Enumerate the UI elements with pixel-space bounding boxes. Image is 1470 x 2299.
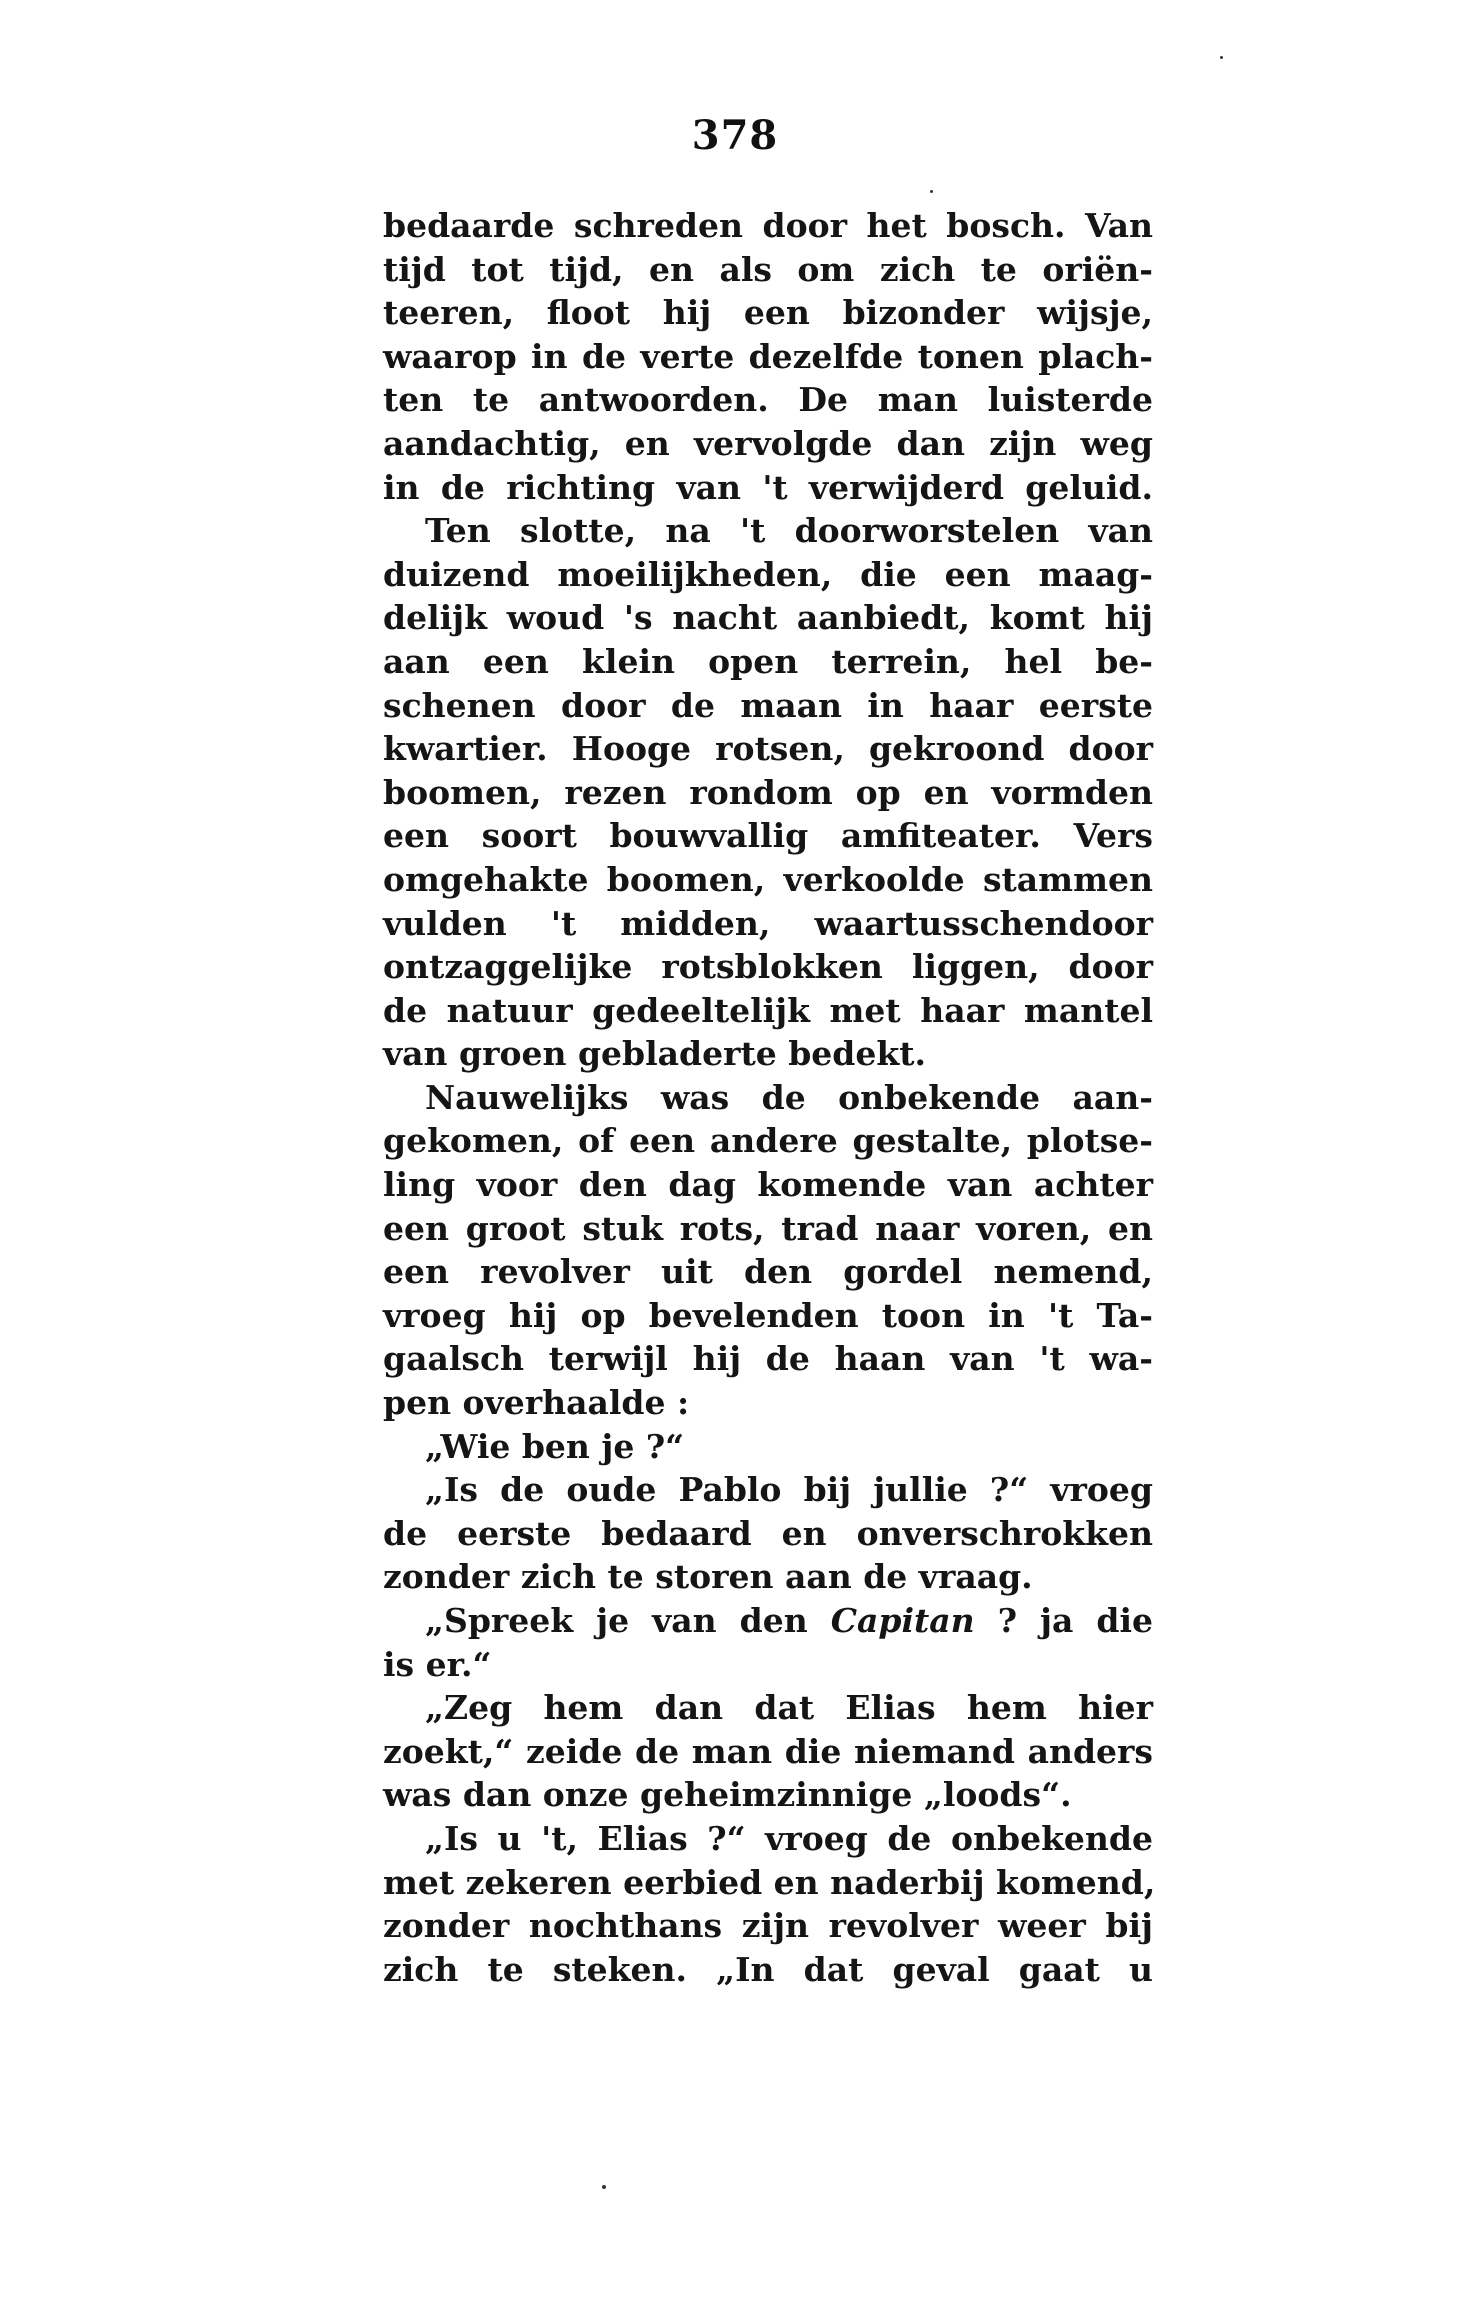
text-line: pen overhaalde : <box>383 1383 690 1423</box>
text-line: duizend moeilijkheden, die een maag- <box>383 554 1153 594</box>
text-line: zonder nochthans zijn revolver weer bij <box>383 1906 1153 1946</box>
text-line: Ten slotte, na 't doorworstelen van <box>425 511 1153 551</box>
text-line: omgehakte boomen, verkoolde stammen <box>383 859 1153 899</box>
text-line: ontzaggelijke rotsblokken liggen, door <box>383 947 1153 987</box>
page-number: 378 <box>691 112 779 159</box>
text-line: de natuur gedeeltelijk met haar mantel <box>383 990 1153 1030</box>
text-line: zonder zich te storen aan de vraag. <box>383 1557 1033 1597</box>
print-speck <box>930 190 933 193</box>
text-line <box>383 1599 1153 1643</box>
print-speck <box>602 2185 606 2189</box>
text-line: „Zeg hem dan dat Elias hem hier <box>425 1688 1153 1728</box>
text-line: Nauwelijks was de onbekende aan- <box>425 1077 1153 1117</box>
text-line: delijk woud 's nacht aanbiedt, komt hij <box>383 598 1153 638</box>
text-line: boomen, rezen rondom op en vormden <box>383 772 1153 812</box>
text-line: vroeg hij op bevelenden toon in 't Ta- <box>383 1295 1153 1335</box>
text-line: was dan onze geheimzinnige „loods“. <box>383 1775 1072 1815</box>
text-line: schenen door de maan in haar eerste <box>383 685 1153 725</box>
print-speck <box>1220 56 1223 59</box>
text-line: een revolver uit den gordel nemend, <box>383 1252 1153 1292</box>
text-line: „Wie ben je ?“ <box>425 1426 685 1466</box>
text-line: zich te steken. „In dat geval gaat u <box>383 1949 1153 1989</box>
text-line: zoekt,“ zeide de man die niemand anders <box>383 1731 1153 1771</box>
text-line: „Is u 't, Elias ?“ vroeg de onbekende <box>425 1818 1153 1858</box>
body-text <box>383 204 1156 1991</box>
text-line: de eerste bedaard en onverschrokken <box>383 1513 1153 1553</box>
text-line: vulden 't midden, waartusschendoor <box>383 903 1153 943</box>
text-line: een groot stuk rots, trad naar voren, en <box>383 1208 1153 1248</box>
text-line: gaalsch terwijl hij de haan van 't wa- <box>383 1339 1153 1379</box>
text-line: gekomen, of een andere gestalte, plotse- <box>383 1121 1153 1161</box>
text-line: ten te antwoorden. De man luisterde <box>383 380 1153 420</box>
text-line: aan een klein open terrein, hel be- <box>383 641 1153 681</box>
italic-text: Capitan <box>830 1601 975 1640</box>
text-line: tijd tot tijd, en als om zich te oriën- <box>383 249 1153 289</box>
text-line: „Is de oude Pablo bij jullie ?“ vroeg <box>425 1470 1153 1510</box>
text-line: kwartier. Hooge rotsen, gekroond door <box>383 729 1153 769</box>
text-line: aandachtig, en vervolgde dan zijn weg <box>383 423 1153 463</box>
text-line: met zekeren eerbied en naderbij komend, <box>383 1862 1156 1902</box>
text-segment: ? ja die <box>997 1601 1153 1640</box>
text-line: teeren, floot hij een bizonder wijsje, <box>383 293 1153 333</box>
text-line: van groen gebladerte bedekt. <box>383 1034 926 1074</box>
text-segment: „Spreek je van den <box>425 1601 808 1640</box>
text-line: waarop in de verte dezelfde tonen plach- <box>383 336 1153 376</box>
text-line: is er.“ <box>383 1644 492 1684</box>
text-line: in de richting van 't verwijderd geluid. <box>383 467 1153 507</box>
text-line: bedaarde schreden door het bosch. Van <box>383 206 1153 245</box>
text-line: een soort bouwvallig amfiteater. Vers <box>383 816 1153 856</box>
text-line: ling voor den dag komende van achter <box>383 1165 1153 1205</box>
